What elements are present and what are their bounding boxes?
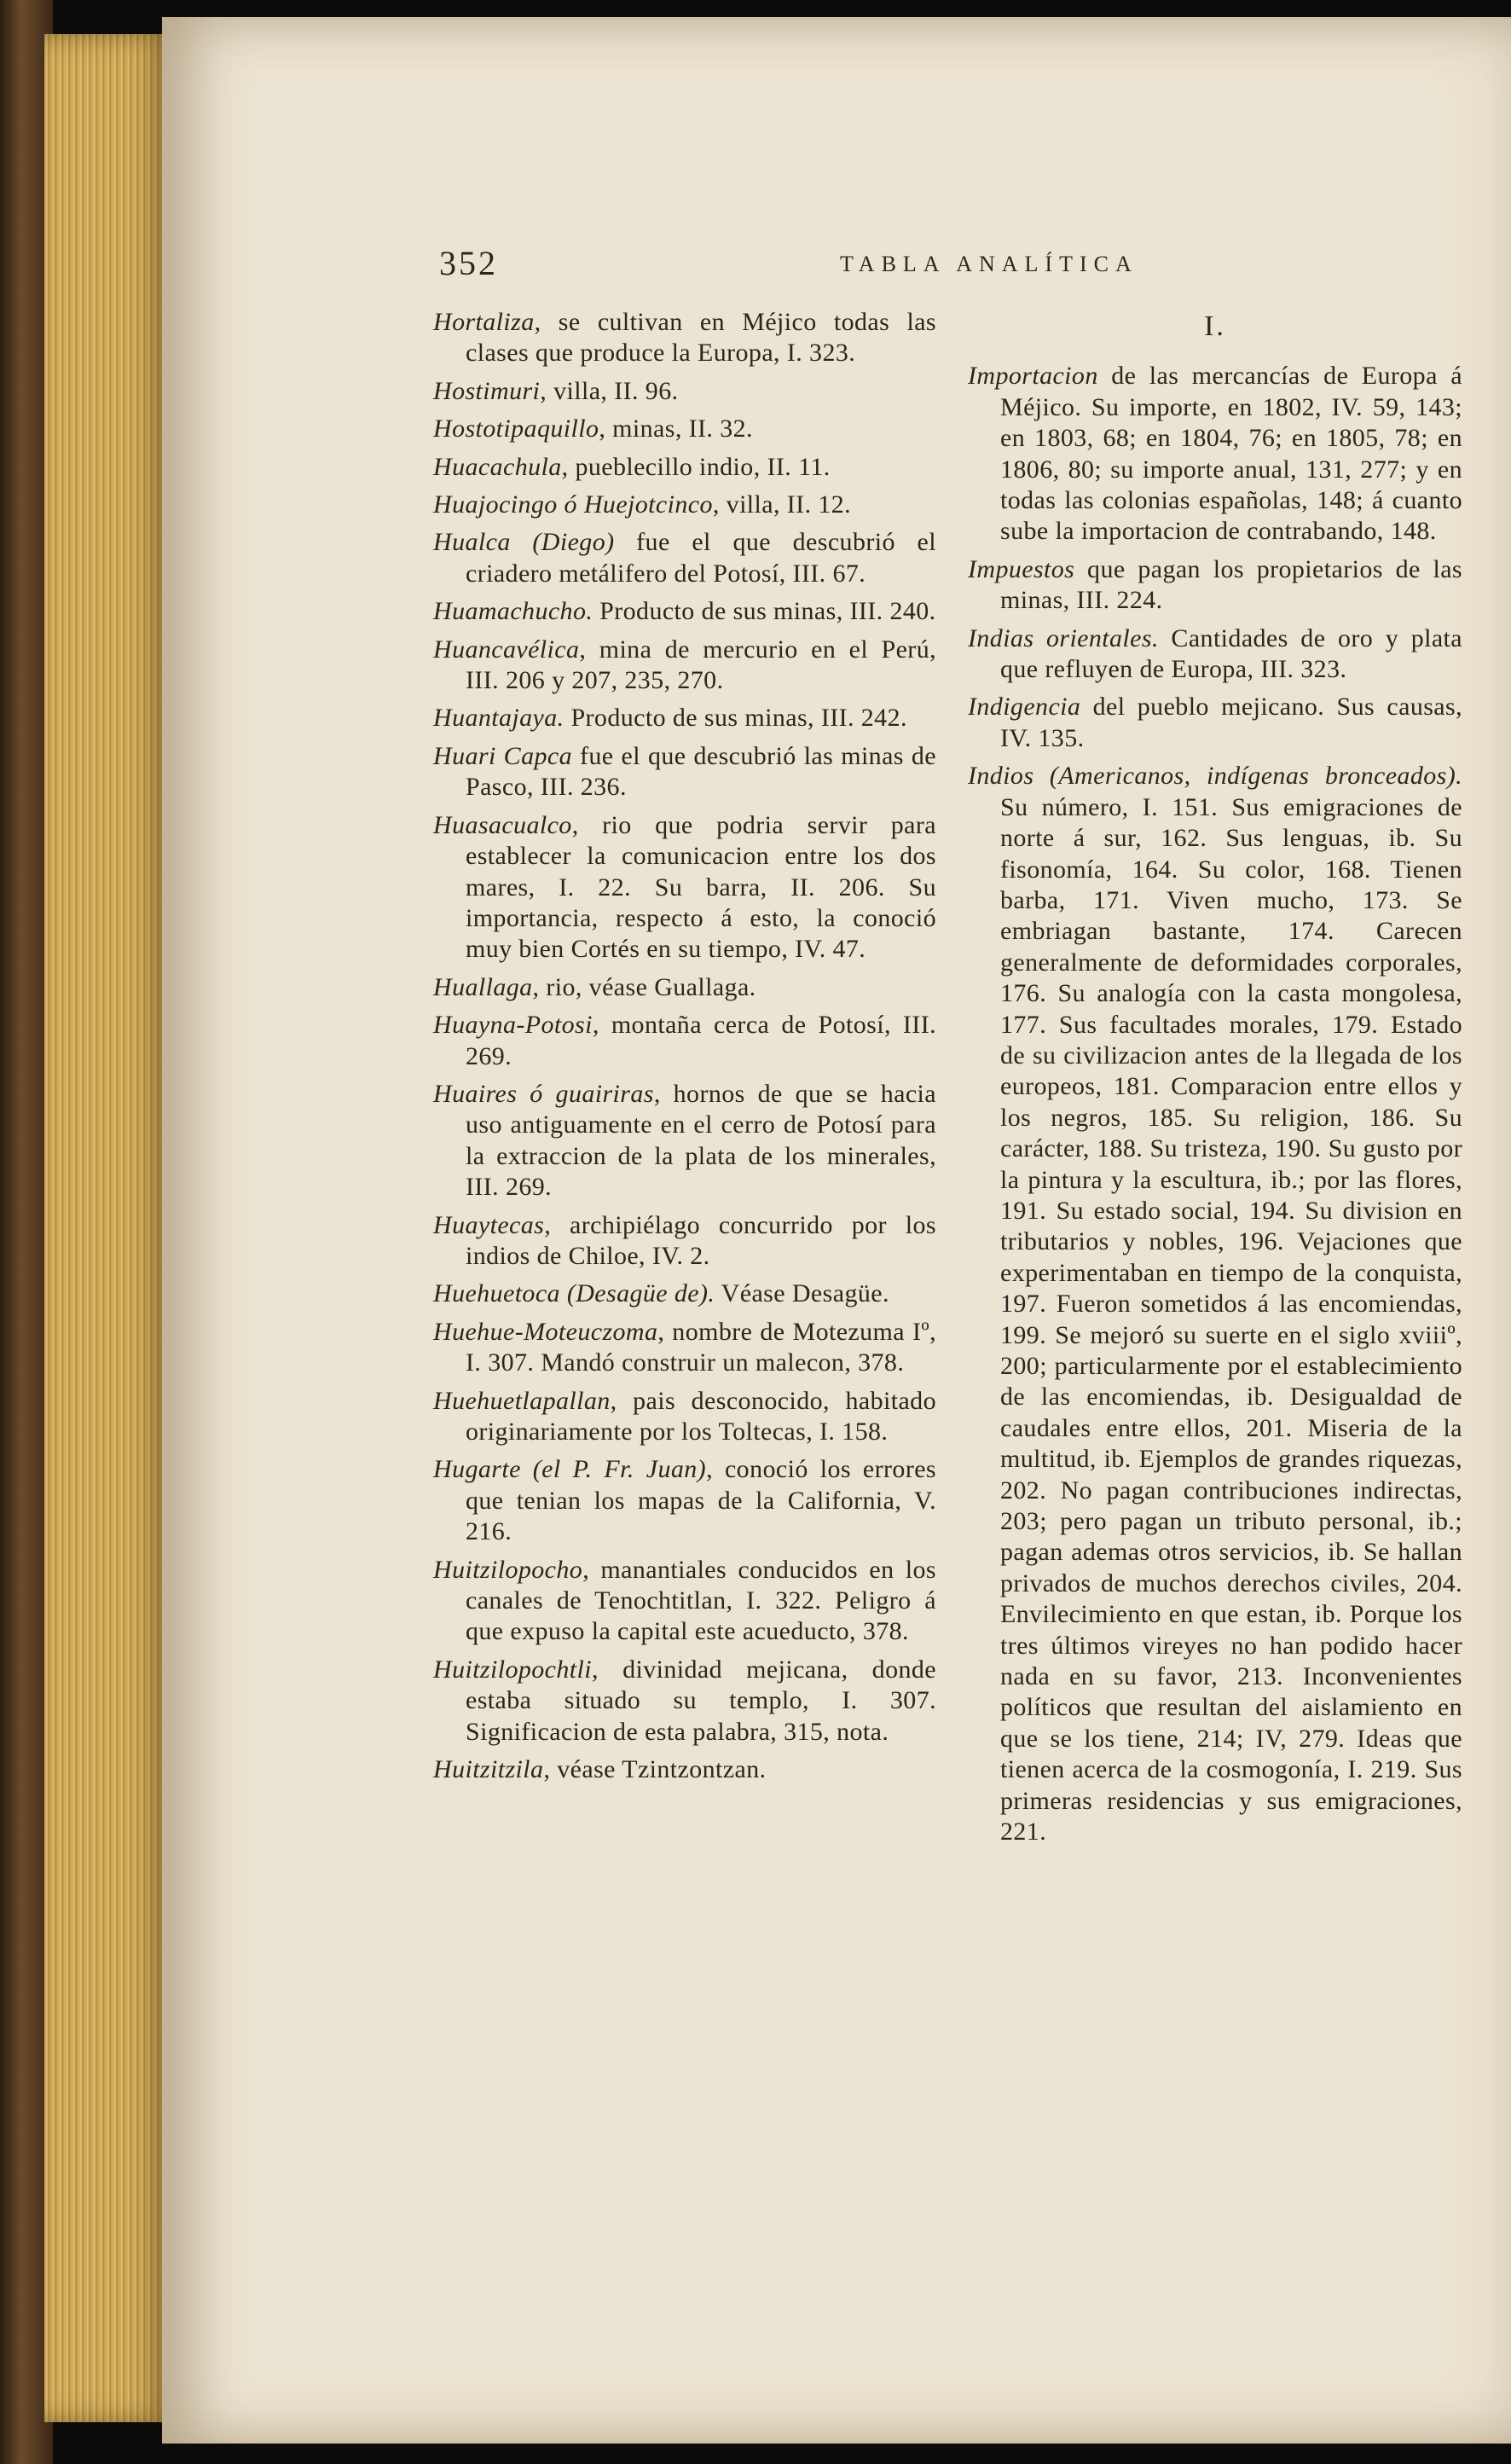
index-entry bbox=[433, 1655, 936, 1748]
page-number: 352 bbox=[439, 244, 498, 282]
page-header bbox=[439, 243, 1377, 294]
index-entry bbox=[433, 307, 936, 369]
entry-term: Huayna-Potosi bbox=[433, 1011, 593, 1040]
index-entry bbox=[433, 1317, 936, 1379]
index-entry bbox=[433, 1386, 936, 1448]
entry-term: Huamachucho. bbox=[433, 597, 593, 626]
entry-term: Huitzilopocho bbox=[433, 1555, 583, 1584]
entry-text: , pueblecillo indio, II. 11. bbox=[561, 452, 831, 481]
entry-text: , rio, véase Guallaga. bbox=[532, 972, 756, 1001]
entry-text: de las mercancías de Europa á Méjico. Su importe, en 1802, IV. 59, 143; en 1803, 68; en 1804, 76; en 1805, 78; en 1806, 80; su importe anual, 131, 277; y en todas las colonias españolas, 148; á cuanto sube la importacion de contrabando, 148. bbox=[1000, 362, 1462, 546]
index-entry bbox=[433, 1079, 936, 1203]
entry-text: fue el que descubrió las minas de Pasco, III. 236. bbox=[466, 741, 936, 802]
entry-text: Su número, I. 151. Sus emigraciones de norte á sur, 162. Sus lenguas, ib. Su fisonomía, 164. Su color, 168. Tienen barba, 171. Viven mucho, 173. Se embriagan bastante, 174. Carecen generalmente de deformidades corporales, 176. Su analogía con la casta mongolesa, 177. Sus facultades morales, 179. Estado de su civilizacion antes de la llegada de los europeos, 181. Comparacion entre ellos y los negros, 185. Su religion, 186. Su carácter, 188. Su tristeza, 190. Su gusto por la pintura y la escultura, ib.; por las flores, 191. Su estado social, 194. Su division en tributarios y nobles, 196. Vejaciones que experimentaban en tiempo de la conquista, 197. Fueron sometidos á las encomiendas, 199. Se mejoró su suerte en el siglo xviiiº, 200; particularmente por el establecimiento de las encomiendas, ib. Desigualdad de caudales entre ellos, 201. Miseria de la multitud, ib. Ejemplos de grandes riquezas, 202. No pagan contribuciones indirectas, 203; pero pagan un tributo personal, ib.; pagan ademas otros servicios, ib. Se hallan privados de muchos derechos civiles, 204. Envilecimiento en que estan, ib. Porque los tres últimos vireyes no han podido hacer nada en su favor, 213. Inconvenientes políticos que resultan del aislamiento en que se los tiene, 214; IV, 279. Ideas que tienen acerca de la cosmogonía, I. 219. Sus primeras residencias y sus emigraciones, 221. bbox=[1000, 792, 1462, 1847]
index-entry bbox=[433, 1210, 936, 1273]
entry-term: Huasacualco bbox=[433, 810, 572, 839]
entry-text: , mina de mercurio en el Perú, III. 206 y 207, 235, 270. bbox=[466, 635, 936, 695]
entry-text: , minas, II. 32. bbox=[599, 415, 753, 444]
entry-text: Véase Desagüe. bbox=[715, 1279, 889, 1308]
entry-term: Huallaga bbox=[433, 972, 533, 1001]
index-entry bbox=[433, 452, 936, 483]
entry-text: del pueblo mejicano. Sus causas, IV. 135. bbox=[1000, 693, 1462, 752]
index-entry bbox=[433, 527, 936, 589]
entry-term: Huitzilopochtli bbox=[433, 1655, 592, 1684]
entry-text: que pagan los propietarios de las minas, III. 224. bbox=[1000, 554, 1462, 615]
entry-text: , pais desconocido, habitado originariamente por los Toltecas, I. 158. bbox=[466, 1386, 936, 1446]
entry-term: Huaires ó guairiras bbox=[433, 1079, 654, 1108]
index-entry bbox=[968, 692, 1462, 754]
entry-text: Producto de sus minas, III. 240. bbox=[593, 597, 936, 626]
entry-text: fue el que descubrió el criadero metálifero del Potosí, III. 67. bbox=[466, 528, 936, 588]
entry-term: Huehuetlapallan bbox=[433, 1386, 611, 1415]
entry-text: Cantidades de oro y plata que refluyen de Europa, III. 323. bbox=[1000, 623, 1462, 684]
index-entry bbox=[433, 972, 936, 1003]
index-entry bbox=[968, 761, 1462, 1847]
entry-term: Indigencia bbox=[968, 693, 1081, 722]
entry-text: , conoció los errores que tenian los mapas de la California, V. 216. bbox=[466, 1455, 937, 1546]
index-entry bbox=[433, 810, 936, 965]
index-entry bbox=[433, 414, 936, 444]
index-entry bbox=[433, 741, 936, 803]
index-entry bbox=[433, 635, 936, 697]
index-entry bbox=[968, 361, 1462, 547]
index-entry bbox=[968, 623, 1462, 686]
entry-term: Huacachula bbox=[433, 452, 562, 481]
entry-term: Indias orientales. bbox=[968, 623, 1159, 652]
entry-term: Huantajaya. bbox=[433, 704, 564, 733]
entry-text: , divinidad mejicana, donde estaba situado su templo, I. 307. Significacion de esta palabra, 315, nota. bbox=[466, 1655, 936, 1746]
entry-term: Huehue-Moteuczoma bbox=[433, 1317, 658, 1346]
entry-text: , manantiales conducidos en los canales de Tenochtitlan, I. 322. Peligro á que expuso la capital este acueducto, 378. bbox=[466, 1555, 936, 1646]
index-entry bbox=[433, 1278, 936, 1309]
entry-text: Producto de sus minas, III. 242. bbox=[564, 704, 907, 733]
entry-term: Hugarte (el P. Fr. Juan) bbox=[433, 1455, 707, 1484]
index-entry bbox=[433, 596, 936, 627]
entry-term: Hostimuri bbox=[433, 376, 541, 405]
index-entry bbox=[433, 1555, 936, 1648]
entry-text: , archipiélago concurrido por los indios de Chiloe, IV. 2. bbox=[466, 1210, 936, 1270]
entry-term: Huitzitzila bbox=[433, 1755, 544, 1784]
entry-term: Indios (Americanos, indígenas bronceados). bbox=[968, 762, 1462, 791]
entry-term: Hostotipaquillo bbox=[433, 415, 599, 444]
entry-term: Huancavélica bbox=[433, 635, 580, 664]
entry-term: Huari Capca bbox=[433, 741, 572, 770]
entry-text: , hornos de que se hacia uso antiguamente en el cerro de Potosí para la extraccion de la plata de los minerales, III. 269. bbox=[466, 1079, 936, 1202]
entry-term: Huaytecas bbox=[433, 1210, 545, 1239]
entry-text: , montaña cerca de Potosí, III. 269. bbox=[466, 1011, 936, 1070]
index-entry bbox=[433, 376, 936, 407]
entry-text: , véase Tzintzontzan. bbox=[543, 1755, 767, 1784]
section-letter-i: I. bbox=[1204, 310, 1226, 342]
entry-term: Importacion bbox=[968, 362, 1098, 391]
index-entry bbox=[433, 1010, 936, 1072]
entry-text: , villa, II. 12. bbox=[712, 490, 852, 519]
entry-term: Impuestos bbox=[968, 554, 1075, 583]
index-entry bbox=[433, 490, 936, 520]
page-edges bbox=[44, 34, 172, 2422]
running-title: TABLA ANALÍTICA bbox=[840, 252, 1138, 276]
entry-term: Hortaliza bbox=[433, 308, 535, 336]
entry-text: , se cultivan en Méjico todas las clases que produce la Europa, I. 323. bbox=[466, 308, 936, 368]
index-entry bbox=[433, 703, 936, 733]
entry-text: , nombre de Motezuma Iº, I. 307. Mandó construir un malecon, 378. bbox=[466, 1317, 936, 1377]
entry-text: , villa, II. 96. bbox=[540, 376, 679, 405]
index-entry bbox=[433, 1754, 936, 1785]
right-index-column bbox=[968, 311, 1462, 1855]
entry-term: Hualca (Diego) bbox=[433, 528, 615, 557]
index-entry bbox=[433, 1454, 936, 1547]
left-index-column bbox=[433, 307, 936, 1792]
index-entry bbox=[968, 554, 1462, 617]
entry-term: Huajocingo ó Huejotcinco bbox=[433, 490, 713, 519]
entry-text: , rio que podria servir para establecer la comunicacion entre los dos mares, I. 22. Su barra, II. 206. Su importancia, respecto á esto, la conoció muy bien Cortés en su tiempo, IV. 47. bbox=[466, 810, 936, 964]
entry-term: Huehuetoca (Desagüe de). bbox=[433, 1279, 715, 1308]
